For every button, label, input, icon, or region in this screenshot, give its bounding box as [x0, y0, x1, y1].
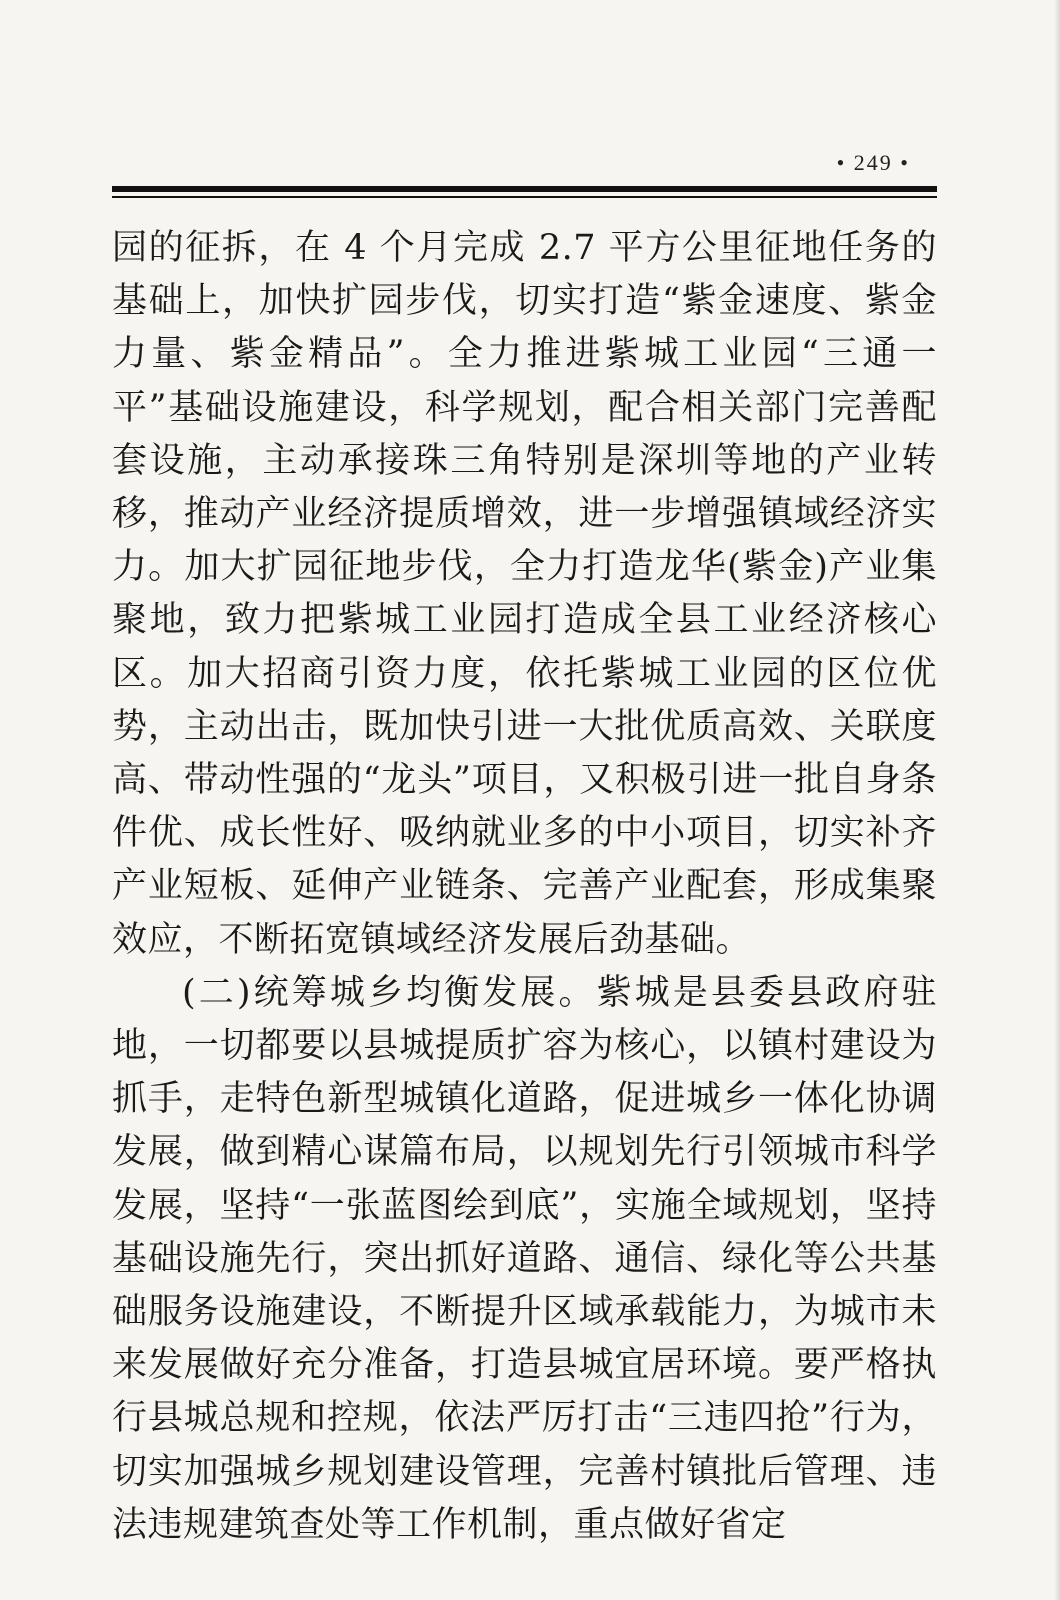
header-rule-thin [112, 196, 937, 198]
page-number: • 249 • [836, 150, 910, 175]
header-rule-thick [112, 186, 937, 192]
page-edge-shadow [1054, 0, 1060, 1600]
body-text [112, 222, 937, 1552]
paragraph-section-two: (二)统筹城乡均衡发展。紫城是县委县政府驻地，一切都要以县城提质扩容为核心，以镇村建设为抓手，走特色新型城镇化道路，促进城乡一体化协调发展，做到精心谋篇布局，以规划先行引领城市科学发展，坚持“一张蓝图绘到底”，实施全域规划，坚持基础设施先行，突出抓好道路、通信、绿化等公共基础服务设施建设，不断提升区域承载能力，为城市未来发展做好充分准备，打造县城宜居环境。要严格执行县城总规和控规，依法严厉打击“三违四抢”行为，切实加强城乡规划建设管理，完善村镇批后管理、违法违规建筑查处等工作机制，重点做好省定 [112, 972, 937, 1545]
paragraph-continued: 园的征拆，在 4 个月完成 2.7 平方公里征地任务的基础上，加快扩园步伐，切实打造“紫金速度、紫金力量、紫金精品”。全力推进紫城工业园“三通一平”基础设施建设，科学规划，配合相关部门完善配套设施，主动承接珠三角特别是深圳等地的产业转移，推动产业经济提质增效，进一步增强镇域经济实力。加大扩园征地步伐，全力打造龙华(紫金)产业集聚地，致力把紫城工业园打造成全县工业经济核心区。加大招商引资力度，依托紫城工业园的区位优势，主动出击，既加快引进一大批优质高效、关联度高、带动性强的“龙头”项目，又积极引进一批自身条件优、成长性好、吸纳就业多的中小项目，切实补齐产业短板、延伸产业链条、完善产业配套，形成集聚效应，不断拓宽镇域经济发展后劲基础。 [112, 228, 937, 960]
